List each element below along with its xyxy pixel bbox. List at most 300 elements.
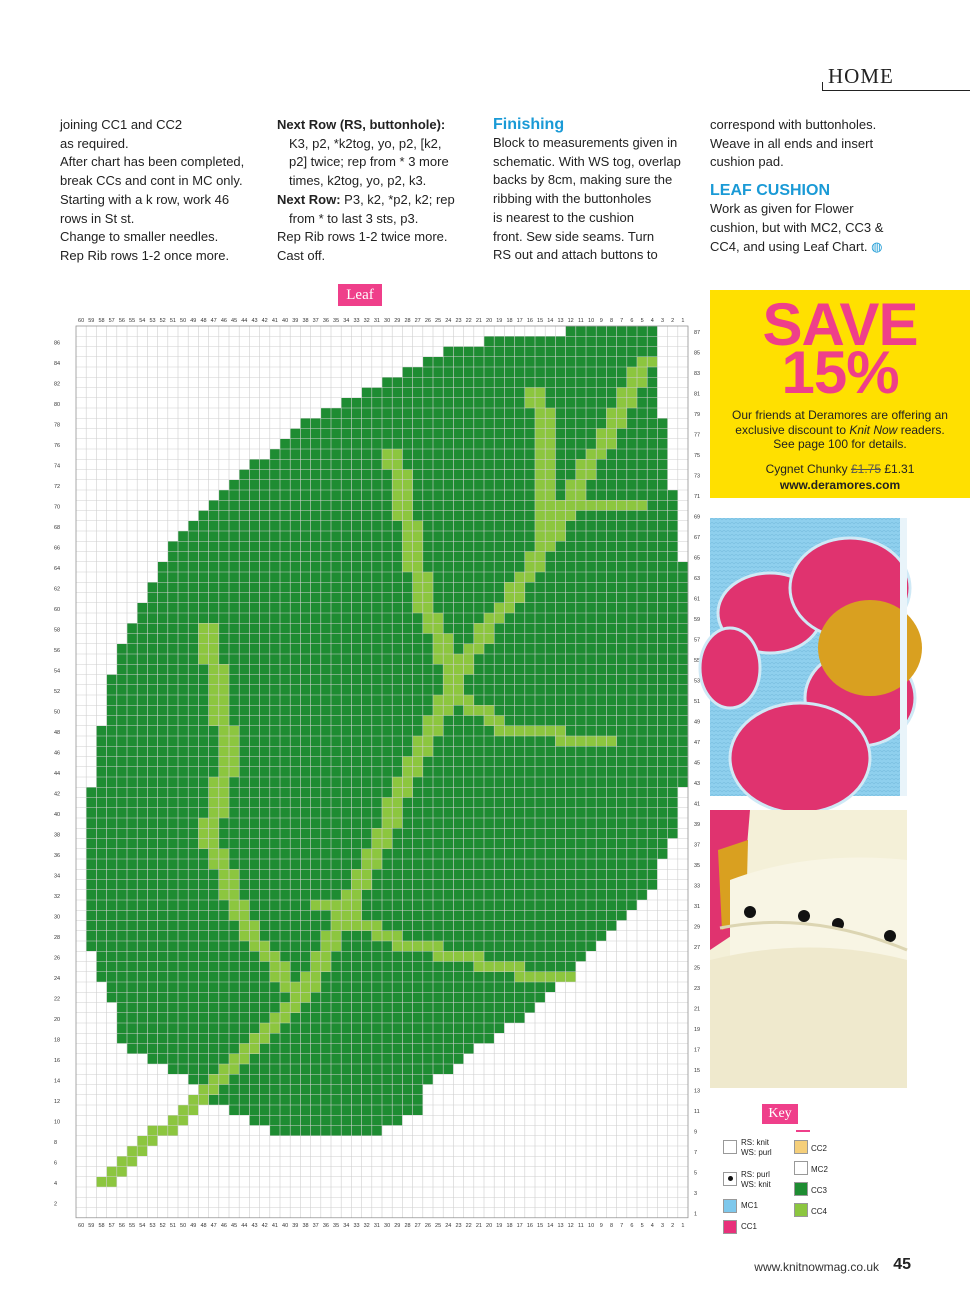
leaf-stitch (515, 490, 525, 500)
leaf-stitch (219, 1054, 229, 1064)
leaf-stitch (555, 962, 565, 972)
leaf-stitch (341, 531, 351, 541)
leaf-stitch (474, 839, 484, 849)
leaf-stitch (137, 839, 147, 849)
leaf-stitch (606, 511, 616, 521)
leaf-stitch (239, 695, 249, 705)
leaf-stitch (280, 880, 290, 890)
leaf-stitch (443, 480, 453, 490)
leaf-stitch (209, 562, 219, 572)
stem-stitch (147, 1126, 157, 1136)
col-number-top: 11 (578, 318, 584, 324)
leaf-stitch (239, 705, 249, 715)
vein-stitch (443, 675, 453, 685)
vein-stitch (382, 808, 392, 818)
leaf-stitch (535, 654, 545, 664)
leaf-stitch (86, 880, 96, 890)
leaf-stitch (453, 941, 463, 951)
leaf-stitch (392, 910, 402, 920)
leaf-stitch (351, 992, 361, 1002)
leaf-stitch (341, 859, 351, 869)
leaf-stitch (270, 644, 280, 654)
leaf-stitch (413, 951, 423, 961)
leaf-stitch (657, 582, 667, 592)
leaf-stitch (362, 664, 372, 674)
leaf-stitch (127, 921, 137, 931)
leaf-stitch (647, 644, 657, 654)
leaf-stitch (178, 1013, 188, 1023)
leaf-stitch (657, 449, 667, 459)
leaf-stitch (484, 572, 494, 582)
leaf-stitch (321, 787, 331, 797)
row-number-left: 58 (54, 627, 61, 634)
vein-stitch (239, 921, 249, 931)
leaf-stitch (290, 921, 300, 931)
col-number-bottom: 59 (88, 1222, 95, 1229)
leaf-stitch (433, 357, 443, 367)
leaf-stitch (229, 931, 239, 941)
leaf-stitch (617, 777, 627, 787)
leaf-stitch (351, 818, 361, 828)
leaf-stitch (280, 654, 290, 664)
leaf-stitch (637, 326, 647, 336)
leaf-stitch (239, 1064, 249, 1074)
leaf-stitch (260, 787, 270, 797)
leaf-stitch (382, 664, 392, 674)
leaf-stitch (300, 634, 310, 644)
leaf-stitch (362, 982, 372, 992)
vein-stitch (464, 951, 474, 961)
leaf-stitch (168, 828, 178, 838)
leaf-stitch (341, 398, 351, 408)
leaf-stitch (127, 962, 137, 972)
leaf-stitch (178, 1003, 188, 1013)
leaf-stitch (443, 777, 453, 787)
leaf-stitch (566, 459, 576, 469)
leaf-stitch (341, 1085, 351, 1095)
vein-stitch (382, 449, 392, 459)
leaf-stitch (321, 716, 331, 726)
leaf-stitch (627, 818, 637, 828)
leaf-stitch (617, 716, 627, 726)
leaf-stitch (86, 798, 96, 808)
leaf-stitch (280, 439, 290, 449)
leaf-stitch (545, 634, 555, 644)
leaf-stitch (280, 746, 290, 756)
leaf-stitch (627, 470, 637, 480)
leaf-stitch (168, 777, 178, 787)
leaf-stitch (413, 490, 423, 500)
leaf-stitch (229, 828, 239, 838)
leaf-stitch (566, 613, 576, 623)
leaf-stitch (606, 634, 616, 644)
leaf-stitch (474, 613, 484, 623)
vein-stitch (494, 716, 504, 726)
leaf-stitch (515, 531, 525, 541)
stem-stitch (117, 1167, 127, 1177)
leaf-stitch (372, 511, 382, 521)
leaf-stitch (515, 1003, 525, 1013)
leaf-stitch (209, 541, 219, 551)
leaf-stitch (504, 654, 514, 664)
leaf-stitch (351, 470, 361, 480)
leaf-stitch (484, 798, 494, 808)
col-number-top: 14 (547, 318, 554, 324)
leaf-stitch (321, 685, 331, 695)
leaf-stitch (351, 459, 361, 469)
leaf-stitch (260, 675, 270, 685)
leaf-stitch (576, 562, 586, 572)
leaf-stitch (321, 500, 331, 510)
leaf-stitch (260, 1115, 270, 1125)
leaf-stitch (586, 757, 596, 767)
leaf-stitch (168, 1054, 178, 1064)
leaf-stitch (239, 1095, 249, 1105)
leaf-stitch (107, 808, 117, 818)
leaf-stitch (137, 849, 147, 859)
leaf-stitch (362, 541, 372, 551)
leaf-stitch (413, 377, 423, 387)
vein-stitch (545, 521, 555, 531)
leaf-stitch (168, 1003, 178, 1013)
leaf-stitch (433, 767, 443, 777)
leaf-stitch (178, 900, 188, 910)
leaf-stitch (280, 449, 290, 459)
leaf-stitch (168, 818, 178, 828)
leaf-stitch (270, 726, 280, 736)
leaf-stitch (147, 849, 157, 859)
leaf-stitch (270, 1126, 280, 1136)
leaf-stitch (586, 593, 596, 603)
leaf-stitch (178, 705, 188, 715)
leaf-stitch (362, 1003, 372, 1013)
leaf-stitch (494, 910, 504, 920)
leaf-stitch (566, 705, 576, 715)
leaf-stitch (668, 511, 678, 521)
leaf-stitch (158, 828, 168, 838)
leaf-stitch (525, 1003, 535, 1013)
leaf-stitch (617, 613, 627, 623)
leaf-stitch (433, 921, 443, 931)
leaf-stitch (341, 449, 351, 459)
leaf-stitch (627, 562, 637, 572)
vein-stitch (402, 757, 412, 767)
leaf-stitch (311, 890, 321, 900)
leaf-stitch (617, 900, 627, 910)
leaf-stitch (474, 787, 484, 797)
leaf-stitch (178, 808, 188, 818)
leaf-stitch (260, 798, 270, 808)
key-label-cc2: CC2 (811, 1144, 828, 1153)
leaf-stitch (627, 521, 637, 531)
leaf-stitch (423, 500, 433, 510)
leaf-stitch (525, 869, 535, 879)
leaf-stitch (260, 552, 270, 562)
leaf-stitch (392, 1095, 402, 1105)
leaf-stitch (280, 890, 290, 900)
leaf-stitch (464, 808, 474, 818)
vein-stitch (229, 726, 239, 736)
leaf-stitch (576, 931, 586, 941)
leaf-stitch (392, 695, 402, 705)
vein-stitch (535, 459, 545, 469)
leaf-stitch (147, 941, 157, 951)
leaf-stitch (382, 388, 392, 398)
leaf-stitch (515, 654, 525, 664)
leaf-stitch (555, 808, 565, 818)
leaf-stitch (504, 1013, 514, 1023)
leaf-stitch (382, 849, 392, 859)
leaf-stitch (127, 869, 137, 879)
leaf-stitch (443, 459, 453, 469)
leaf-stitch (270, 1054, 280, 1064)
leaf-stitch (280, 1074, 290, 1084)
leaf-stitch (117, 910, 127, 920)
leaf-stitch (566, 767, 576, 777)
leaf-stitch (596, 746, 606, 756)
leaf-stitch (555, 787, 565, 797)
leaf-stitch (637, 675, 647, 685)
leaf-stitch (453, 603, 463, 613)
leaf-stitch (464, 931, 474, 941)
leaf-stitch (423, 695, 433, 705)
leaf-stitch (300, 1126, 310, 1136)
promo-save: SAVE (762, 291, 918, 358)
leaf-stitch (290, 962, 300, 972)
leaf-stitch (668, 685, 678, 695)
leaf-stitch (311, 1074, 321, 1084)
leaf-stitch (372, 429, 382, 439)
leaf-stitch (576, 664, 586, 674)
leaf-stitch (606, 326, 616, 336)
leaf-stitch (504, 408, 514, 418)
leaf-stitch (311, 787, 321, 797)
leaf-stitch (606, 685, 616, 695)
leaf-stitch (311, 593, 321, 603)
leaf-stitch (229, 808, 239, 818)
leaf-stitch (484, 951, 494, 961)
col-number-bottom: 1 (681, 1222, 685, 1229)
vein-stitch (525, 562, 535, 572)
leaf-stitch (372, 562, 382, 572)
leaf-stitch (351, 808, 361, 818)
leaf-stitch (515, 552, 525, 562)
leaf-stitch (321, 459, 331, 469)
leaf-stitch (127, 777, 137, 787)
leaf-stitch (362, 695, 372, 705)
leaf-stitch (525, 982, 535, 992)
leaf-stitch (198, 890, 208, 900)
leaf-stitch (627, 869, 637, 879)
leaf-stitch (515, 1013, 525, 1023)
leaf-stitch (311, 613, 321, 623)
leaf-stitch (504, 736, 514, 746)
leaf-stitch (290, 1095, 300, 1105)
leaf-stitch (494, 880, 504, 890)
leaf-stitch (464, 1044, 474, 1054)
leaf-stitch (637, 480, 647, 490)
vein-stitch (280, 962, 290, 972)
leaf-stitch (331, 439, 341, 449)
leaf-stitch (311, 552, 321, 562)
leaf-stitch (96, 798, 106, 808)
leaf-stitch (474, 1023, 484, 1033)
leaf-stitch (657, 767, 667, 777)
row-number-left: 44 (54, 770, 61, 777)
leaf-stitch (525, 880, 535, 890)
leaf-stitch (443, 541, 453, 551)
leaf-stitch (545, 572, 555, 582)
leaf-stitch (280, 1054, 290, 1064)
leaf-stitch (545, 716, 555, 726)
leaf-stitch (331, 603, 341, 613)
leaf-stitch (657, 500, 667, 510)
leaf-stitch (117, 890, 127, 900)
vein-stitch (413, 562, 423, 572)
leaf-stitch (86, 849, 96, 859)
leaf-stitch (443, 859, 453, 869)
leaf-stitch (117, 1033, 127, 1043)
leaf-stitch (453, 818, 463, 828)
leaf-stitch (678, 746, 688, 756)
leaf-stitch (637, 521, 647, 531)
leaf-stitch (260, 992, 270, 1002)
leaf-stitch (219, 593, 229, 603)
leaf-stitch (545, 654, 555, 664)
leaf-stitch (178, 654, 188, 664)
leaf-stitch (321, 757, 331, 767)
leaf-stitch (453, 716, 463, 726)
leaf-stitch (566, 336, 576, 346)
vein-stitch (423, 736, 433, 746)
leaf-stitch (351, 746, 361, 756)
col-number-bottom: 3 (660, 1222, 665, 1229)
col-number-bottom: 51 (169, 1222, 176, 1229)
leaf-stitch (657, 470, 667, 480)
section-header (822, 64, 970, 94)
leaf-stitch (147, 1023, 157, 1033)
leaf-stitch (545, 951, 555, 961)
leaf-stitch (147, 962, 157, 972)
leaf-stitch (657, 746, 667, 756)
vein-stitch (392, 931, 402, 941)
vein-stitch (260, 1033, 270, 1043)
row-number-right: 23 (694, 986, 701, 993)
leaf-stitch (525, 664, 535, 674)
leaf-stitch (433, 552, 443, 562)
leaf-stitch (351, 1033, 361, 1043)
stem-stitch (137, 1136, 147, 1146)
leaf-stitch (382, 962, 392, 972)
leaf-stitch (321, 859, 331, 869)
leaf-stitch (372, 388, 382, 398)
leaf-stitch (443, 921, 453, 931)
leaf-stitch (596, 531, 606, 541)
leaf-stitch (188, 572, 198, 582)
leaf-stitch (178, 972, 188, 982)
leaf-stitch (117, 1013, 127, 1023)
leaf-stitch (300, 828, 310, 838)
leaf-stitch (158, 572, 168, 582)
leaf-stitch (168, 613, 178, 623)
leaf-stitch (372, 1095, 382, 1105)
row-number-right: 53 (694, 678, 701, 685)
leaf-stitch (586, 859, 596, 869)
leaf-stitch (178, 613, 188, 623)
leaf-stitch (290, 880, 300, 890)
leaf-stitch (117, 1023, 127, 1033)
leaf-stitch (300, 931, 310, 941)
leaf-stitch (535, 634, 545, 644)
vein-stitch (209, 849, 219, 859)
promo-url[interactable]: www.deramores.com (779, 478, 901, 492)
leaf-stitch (504, 982, 514, 992)
leaf-stitch (627, 859, 637, 869)
leaf-stitch (443, 910, 453, 920)
leaf-stitch (117, 787, 127, 797)
leaf-stitch (535, 941, 545, 951)
leaf-stitch (647, 347, 657, 357)
leaf-stitch (331, 531, 341, 541)
leaf-stitch (331, 459, 341, 469)
leaf-stitch (96, 941, 106, 951)
leaf-stitch (555, 603, 565, 613)
col-number-bottom: 29 (394, 1222, 401, 1229)
leaf-stitch (545, 664, 555, 674)
leaf-stitch (576, 675, 586, 685)
leaf-stitch (321, 552, 331, 562)
leaf-stitch (341, 880, 351, 890)
leaf-stitch (617, 746, 627, 756)
leaf-stitch (515, 408, 525, 418)
leaf-stitch (627, 480, 637, 490)
leaf-stitch (127, 859, 137, 869)
leaf-stitch (260, 777, 270, 787)
leaf-stitch (311, 429, 321, 439)
leaf-stitch (678, 613, 688, 623)
leaf-stitch (188, 675, 198, 685)
vein-stitch (535, 470, 545, 480)
footer-url[interactable]: www.knitnowmag.co.uk (754, 1260, 879, 1274)
leaf-stitch (453, 705, 463, 715)
leaf-stitch (606, 388, 616, 398)
vein-stitch (209, 664, 219, 674)
leaf-stitch (178, 726, 188, 736)
leaf-stitch (392, 1003, 402, 1013)
leaf-stitch (668, 746, 678, 756)
leaf-stitch (453, 931, 463, 941)
leaf-stitch (188, 541, 198, 551)
leaf-stitch (586, 849, 596, 859)
leaf-stitch (158, 675, 168, 685)
leaf-stitch (229, 572, 239, 582)
leaf-stitch (300, 562, 310, 572)
leaf-stitch (474, 880, 484, 890)
leaf-stitch (494, 377, 504, 387)
leaf-stitch (117, 818, 127, 828)
leaf-stitch (504, 798, 514, 808)
leaf-stitch (657, 695, 667, 705)
leaf-stitch (402, 746, 412, 756)
vein-stitch (423, 726, 433, 736)
leaf-stitch (617, 531, 627, 541)
leaf-stitch (107, 910, 117, 920)
row-number-left: 62 (54, 586, 61, 593)
leaf-stitch (606, 470, 616, 480)
leaf-stitch (647, 541, 657, 551)
col-number-top: 49 (190, 318, 197, 324)
leaf-stitch (453, 613, 463, 623)
